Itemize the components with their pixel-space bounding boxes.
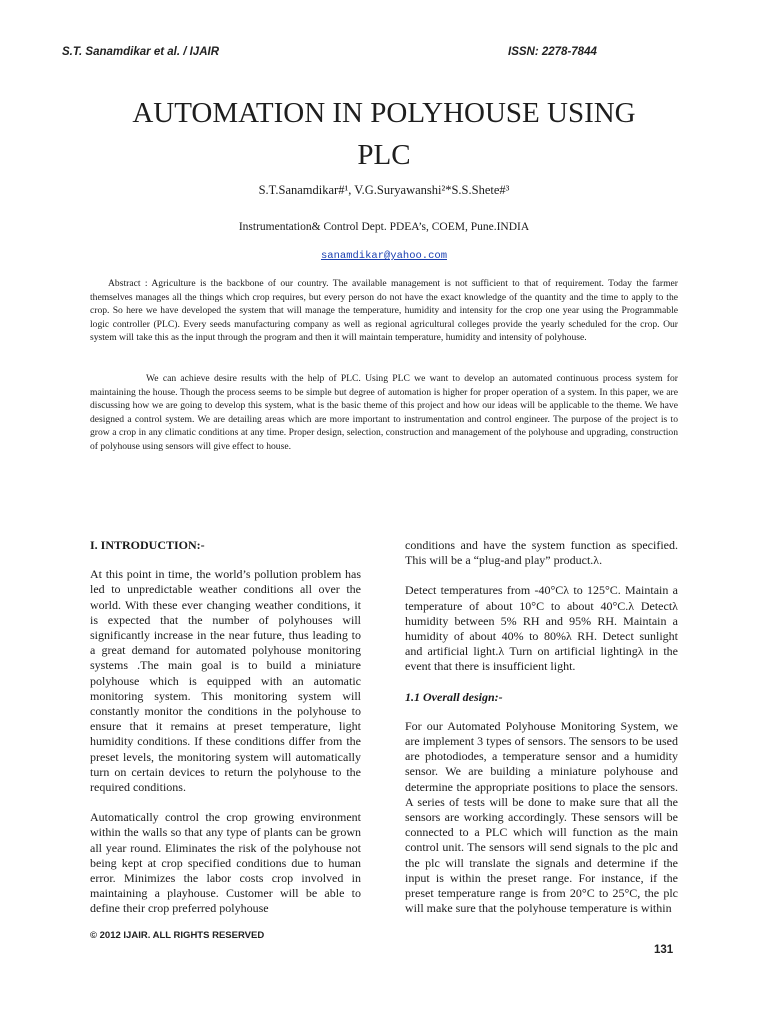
page-number: 131 <box>654 944 674 956</box>
author-list: S.T.Sanamdikar#¹, V.G.Suryawanshi²*S.S.Shete#³ <box>258 183 510 197</box>
affiliation: Instrumentation& Control Dept. PDEA’s, COEM, Pune.INDIA <box>238 221 530 233</box>
paper-title <box>60 92 708 176</box>
abstract-paragraph-1: Abstract : Agriculture is the backbone of our country. The available management is not sufficient to that of requirement. Today the farmer themselves manages all the things which crop requires, but every person do not have the exact knowledge of the quantity and the time to apply to the crop. So here we have developed the system that will manage the temperature, humidity and intensity for the crop one year using the Programmable logic controller (PLC). Every seeds manufacturing company as well as regional agricultural colleges provide the yearly scheduled for the crop. Our system will take this as the input through the program and then it will maintain temperature, humidity and intensity of polyhouse. <box>90 278 678 343</box>
intro-paragraph-1: At this point in time, the world’s pollution problem has led to unpredictable weather conditions all over the world. With these ever changing weather conditions, it is expected that the number of polyhouses will significantly increase in the near future, thus leading to a great demand for automated polyhouse monitoring systems .The main goal is to build a miniature polyhouse which is equipped with an automatic monitoring system. This monitoring system will constantly monitor the conditions in the polyhouse to ensure that it remains at preset temperature, light humidity conditions. If these conditions differ from the preset levels, the monitoring system will automatically turn on certain devices to return the polyhouse to the required conditions. <box>90 567 361 795</box>
intro-paragraph-3: conditions and have the system function as specified. This will be a “plug-and play” product.λ. <box>405 538 678 568</box>
section-heading-introduction: I. INTRODUCTION:- <box>90 538 205 552</box>
email-link[interactable]: sanamdikar@yahoo.com <box>320 250 448 262</box>
subsection-heading-overall-design: 1.1 Overall design:- <box>405 689 503 704</box>
abstract-paragraph-2: We can achieve desire results with the help of PLC. Using PLC we want to develop an automated continuous process system for maintaining the house. Though the process seems to be simple but degree of automation is higher for proper operation of a system. In this paper, we are discussing how we are going to develop this system, what is the basic theme of this project and how our ideas will be applicable to the theme. We have designed a control system. We are detailing areas which are more important to instrumentation and control engineer. The purpose of the project is to grow a crop in any climatic conditions at any time. Proper design, selection, construction and management of the polyhouse and upgrading, construction of polyhouse using sensors will give effect to house. <box>90 373 678 452</box>
intro-paragraph-2: Automatically control the crop growing environment within the walls so that any type of plants can be grown all year round. Eliminates the risk of the polyhouse not being kept at crop specified conditions due to human error. Minimizes the labor costs crop involved in maintaining a playhouse. Customer will be able to define their crop preferred polyhouse <box>90 810 361 916</box>
paper-title-line-2: PLC <box>357 139 411 171</box>
running-header-left: S.T. Sanamdikar et al. / IJAIR <box>62 46 220 58</box>
intro-paragraph-4: Detect temperatures from -40°Cλ to 125°C. Maintain a temperature of about 10°C to about 40°C.λ Detectλ humidity between 5% RH and 95% RH. Maintain a humidity of about 40% to 80%λ RH. Detect sunlight and artificial light.λ Turn on artificial lightingλ in the event that there is insufficient light. <box>405 583 678 674</box>
running-header-right: ISSN: 2278-7844 <box>508 46 597 58</box>
paper-title-line-1: AUTOMATION IN POLYHOUSE USING <box>132 97 636 129</box>
right-column <box>405 538 678 931</box>
copyright-footer: © 2012 IJAIR. ALL RIGHTS RESERVED <box>90 930 265 941</box>
design-paragraph-1: For our Automated Polyhouse Monitoring System, we are implement 3 types of sensors. The sensors to be used are photodiodes, a temperature sensor and a humidity sensor. We are building a miniature polyhouse and determine the appropriate positions to place the sensors. A series of tests will be done to make sure that all the sensors are working accordingly. These sensors will be connected to a PLC which will function as the main control unit. The sensors will send signals to the plc and the plc will translate the signals and determine if the input is within the preset range. For instance, if the preset temperature range is from 20°C to 25°C, the plc will make sure that the polyhouse temperature is within <box>405 718 678 916</box>
left-column <box>90 538 361 932</box>
